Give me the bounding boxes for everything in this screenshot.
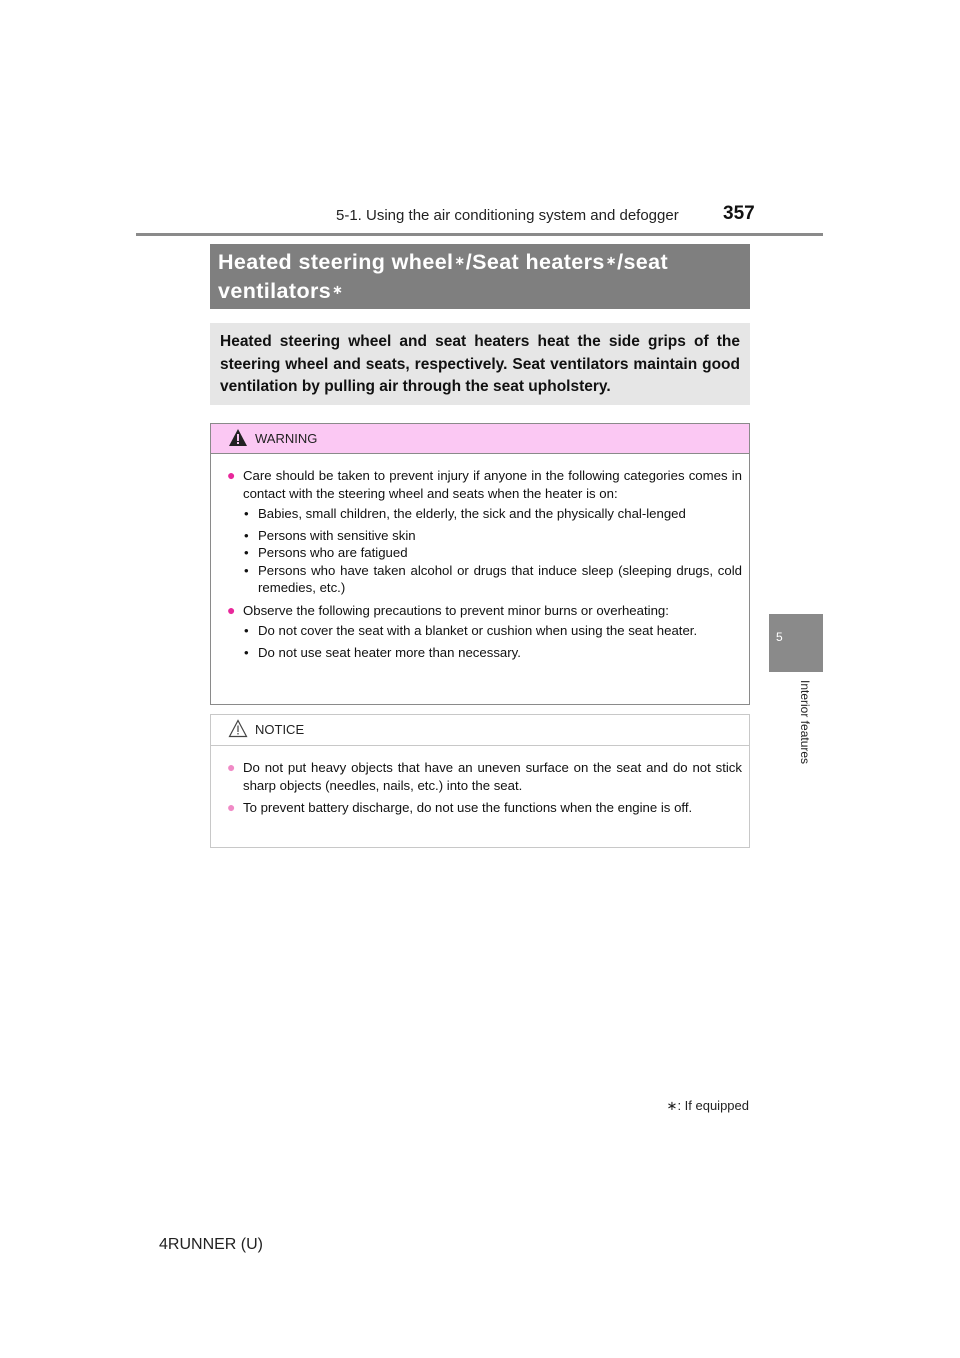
chapter-label [796, 680, 816, 780]
warning-item-1-text: Care should be taken to prevent injury if anyone in the following categories comes in contact with the steering wheel and seats when the heater is on: [243, 468, 742, 501]
notice-item-1 [215, 759, 742, 794]
title-part-1: Heated steering wheel [218, 250, 454, 274]
header-divider [136, 233, 823, 236]
page-number: 357 [723, 203, 755, 224]
footnote-text: : If equipped [677, 1098, 749, 1113]
list-item-text: Do not use seat heater more than necessary. [258, 644, 521, 660]
equipped-mark-1: ∗ [454, 253, 466, 268]
intro-box [210, 323, 750, 405]
notice-header [211, 715, 749, 746]
notice-body [211, 746, 749, 817]
list-item: • Babies, small children, the elderly, the sick and the physically chal-lenged [244, 506, 686, 521]
notice-label: NOTICE [255, 722, 305, 737]
warning-item-2 [215, 602, 742, 662]
warning-label: WARNING [255, 431, 318, 446]
list-item: • Persons who are fatigued [244, 545, 408, 560]
warning-item-1-sublist [243, 505, 742, 597]
model-label: 4RUNNER (U) [159, 1236, 263, 1253]
warning-item-2-text: Observe the following precautions to prevent minor burns or overheating: [243, 602, 669, 618]
equipped-mark-2: ∗ [605, 253, 618, 268]
intro-text: Heated steering wheel and seat heaters heat the side grips of the steering wheel and seats, respectively. Seat ventilators maintain good ventilation by pulling air through the seat upholstery. [220, 333, 740, 395]
bullet-icon: ● [227, 759, 236, 775]
list-item: • Persons with sensitive skin [244, 527, 416, 543]
list-item-text: Babies, small children, the elderly, the sick and the physically chal-lenged [258, 506, 686, 521]
notice-item-2 [215, 799, 742, 817]
bullet-icon: ● [227, 467, 236, 483]
section-heading: 5-1. Using the air conditioning system and defogger [336, 207, 679, 224]
bullet-icon: ● [227, 799, 236, 815]
chapter-label-text: Interior features [798, 680, 812, 765]
warning-box [210, 423, 750, 705]
warning-header [211, 424, 749, 454]
list-item-text: Persons who have taken alcohol or drugs that induce sleep (sleeping drugs, cold remedies, etc.) [258, 562, 742, 595]
warning-item-2-sublist [243, 622, 742, 661]
title-part-3: /seat ventilators [218, 250, 669, 303]
warning-triangle-icon [228, 428, 248, 447]
notice-item-1-text: Do not put heavy objects that have an uneven surface on the seat and do not stick sharp objects (needles, nails, etc.) into the seat. [243, 760, 742, 793]
page-title [218, 248, 742, 306]
footnote [667, 1098, 749, 1114]
notice-item-2-text: To prevent battery discharge, do not use the functions when the engine is off. [243, 800, 693, 815]
chapter-tab-number: 5 [776, 630, 783, 644]
warning-body [211, 454, 749, 661]
title-part-2: /Seat heaters [465, 250, 605, 274]
list-item-text: Persons who are fatigued [258, 545, 408, 560]
equipped-mark-3: ∗ [332, 282, 344, 297]
list-item: • Do not use seat heater more than necessary. [244, 644, 521, 660]
list-item-text: Do not cover the seat with a blanket or cushion when using the seat heater. [258, 623, 698, 638]
warning-item-1 [215, 467, 742, 597]
list-item-text: Persons with sensitive skin [258, 527, 416, 543]
footnote-mark: ∗ [666, 1098, 678, 1113]
list-item: • Do not cover the seat with a blanket or cushion when using the seat heater. [244, 623, 698, 638]
bullet-icon: ● [227, 601, 236, 618]
notice-triangle-icon [228, 719, 248, 738]
notice-box [210, 714, 750, 848]
page-title-box [210, 244, 750, 309]
list-item: • Persons who have taken alcohol or drugs that induce sleep (sleeping drugs, cold remedies, etc.) [244, 562, 742, 595]
